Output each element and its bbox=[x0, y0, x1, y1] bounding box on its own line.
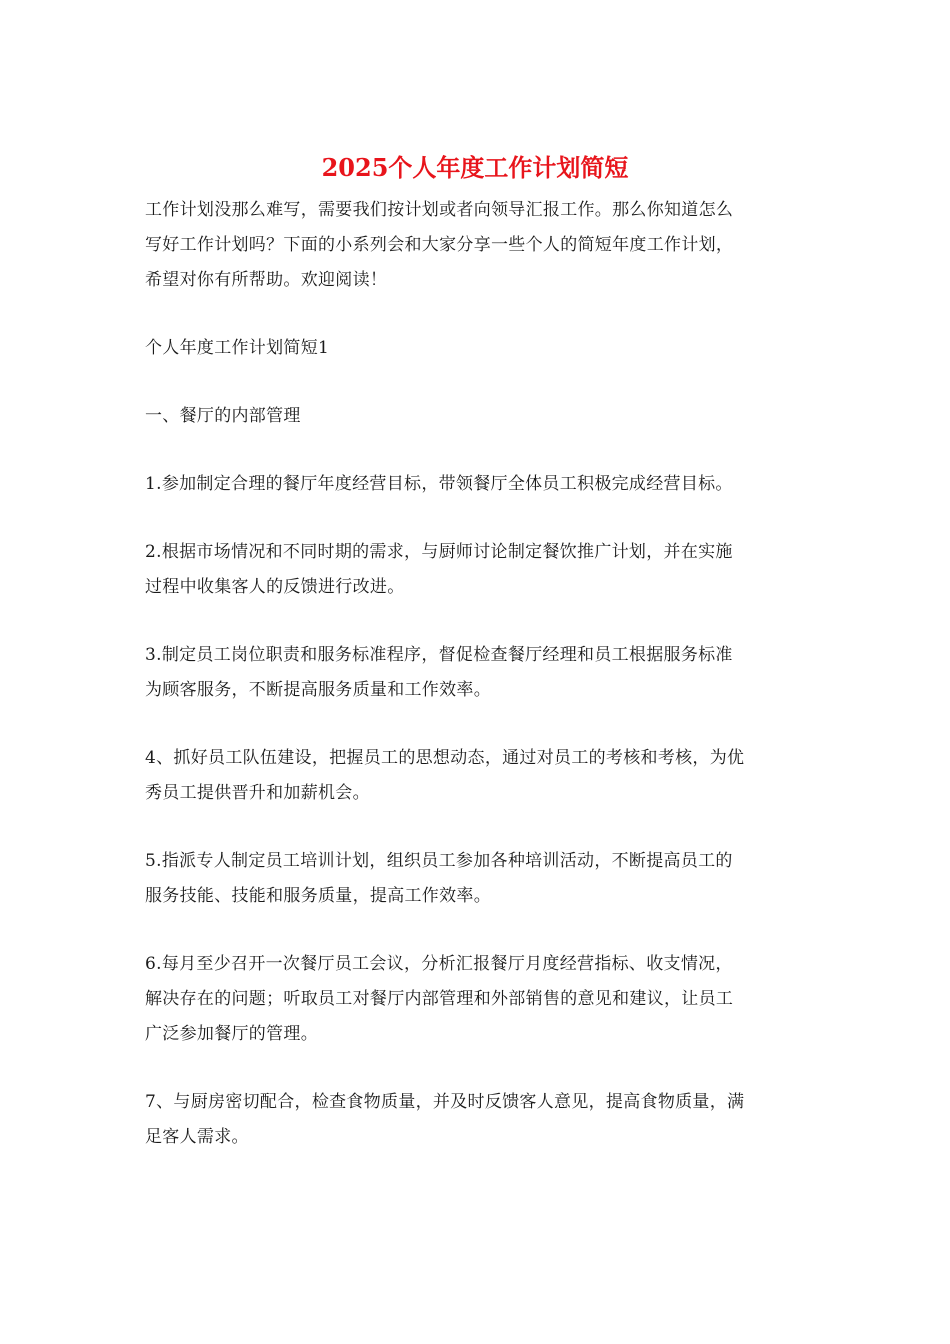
list-item-5 bbox=[145, 844, 810, 914]
list-item-7 bbox=[145, 1085, 810, 1155]
list-item-1 bbox=[145, 467, 810, 502]
document-body bbox=[145, 193, 810, 1155]
list-item-line: 为顾客服务，不断提高服务质量和工作效率。 bbox=[145, 680, 491, 700]
list-item-line: 5.指派专人制定员工培训计划，组织员工参加各种培训活动，不断提高员工的 bbox=[145, 851, 733, 871]
list-item-line: 解决存在的问题；听取员工对餐厅内部管理和外部销售的意见和建议，让员工 bbox=[145, 989, 734, 1009]
list-item-2 bbox=[145, 535, 810, 605]
list-item-line: 服务技能、技能和服务质量，提高工作效率。 bbox=[145, 886, 491, 906]
intro-line: 希望对你有所帮助。欢迎阅读！ bbox=[145, 270, 388, 290]
list-item-line: 足客人需求。 bbox=[145, 1127, 249, 1147]
list-item-line: 过程中收集客人的反馈进行改进。 bbox=[145, 577, 405, 597]
intro-line: 写好工作计划吗？下面的小系列会和大家分享一些个人的简短年度工作计划， bbox=[145, 235, 734, 255]
list-item-line: 6.每月至少召开一次餐厅员工会议，分析汇报餐厅月度经营指标、收支情况， bbox=[145, 954, 733, 974]
list-item-line: 3.制定员工岗位职责和服务标准程序，督促检查餐厅经理和员工根据服务标准 bbox=[145, 645, 733, 665]
list-item-4 bbox=[145, 741, 810, 811]
list-item-line: 7、与厨房密切配合，检查食物质量，并及时反馈客人意见，提高食物质量，满 bbox=[145, 1092, 745, 1112]
list-item-line: 2.根据市场情况和不同时期的需求，与厨师讨论制定餐饮推广计划，并在实施 bbox=[145, 542, 733, 562]
list-item-line: 1.参加制定合理的餐厅年度经营目标，带领餐厅全体员工积极完成经营目标。 bbox=[145, 474, 733, 494]
list-item-6 bbox=[145, 947, 810, 1052]
intro-line: 工作计划没那么难写，需要我们按计划或者向领导汇报工作。那么你知道怎么 bbox=[145, 200, 734, 220]
document-title: 2025个人年度工作计划简短 bbox=[321, 153, 629, 182]
list-item-line: 广泛参加餐厅的管理。 bbox=[145, 1024, 318, 1044]
section-heading: 个人年度工作计划简短1 bbox=[145, 338, 330, 358]
intro-paragraph bbox=[145, 193, 810, 298]
list-item-3 bbox=[145, 638, 810, 708]
list-item-line: 4、抓好员工队伍建设，把握员工的思想动态，通过对员工的考核和考核，为优 bbox=[145, 748, 745, 768]
subsection-heading: 一、餐厅的内部管理 bbox=[145, 406, 301, 426]
list-item-line: 秀员工提供晋升和加薪机会。 bbox=[145, 783, 370, 803]
